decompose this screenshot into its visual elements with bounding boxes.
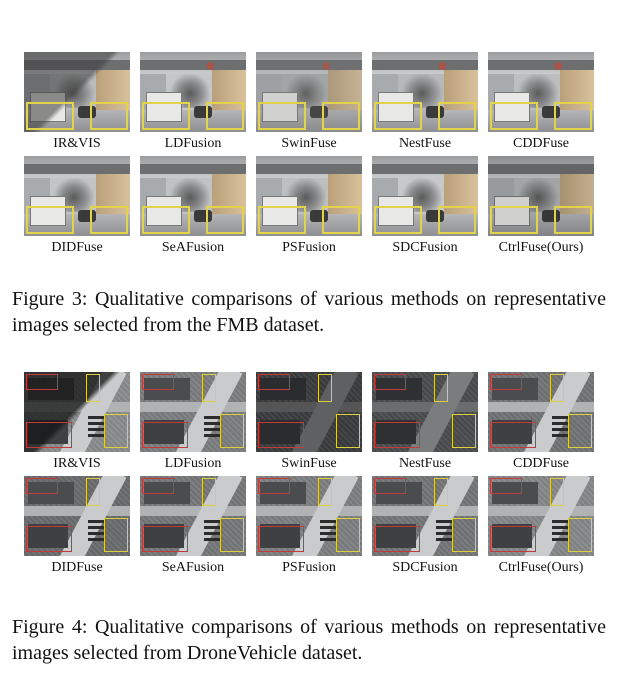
figure-4-row-1 [24,372,594,471]
figure-3-row-1 [24,52,594,151]
fig4-image-nestfuse [372,372,478,452]
fig4-label-nestfuse: NestFuse [398,456,452,471]
fig4-panel-nestfuse [372,372,478,471]
fig4-panel-psfusion [256,476,362,575]
fig3-label-irvis: IR&VIS [53,136,101,151]
figure-3-row-2 [24,156,594,255]
fig4-label-psfusion: PSFusion [282,560,336,575]
fig4-panel-seafusion [140,476,246,575]
fig3-label-nestfuse: NestFuse [398,136,452,151]
fig3-panel-sdcfusion [372,156,478,255]
fig3-label-swinfuse: SwinFuse [281,136,337,151]
fig4-image-swinfuse [256,372,362,452]
fig3-label-seafusion: SeAFusion [161,240,225,255]
fig3-image-irvis [24,52,130,132]
fig4-image-seafusion [140,476,246,556]
figure-4-row-2 [24,476,594,575]
fig3-image-didfuse [24,156,130,236]
fig3-image-ldfusion [140,52,246,132]
fig4-label-ldfusion: LDFusion [164,456,222,471]
fig3-image-seafusion [140,156,246,236]
fig4-panel-cddfuse [488,372,594,471]
fig4-label-irvis: IR&VIS [53,456,101,471]
fig4-label-sdcfusion: SDCFusion [392,560,458,575]
fig4-label-cddfuse: CDDFuse [512,456,569,471]
fig3-label-ldfusion: LDFusion [164,136,222,151]
fig4-panel-didfuse [24,476,130,575]
fig4-panel-ldfusion [140,372,246,471]
fig4-label-swinfuse: SwinFuse [281,456,337,471]
figure-3-caption: Figure 3: Qualitative comparisons of various methods on representative images selected from the FMB dataset. [12,288,606,336]
fig3-panel-swinfuse [256,52,362,151]
fig3-image-ctrlfuse [488,156,594,236]
fig3-label-cddfuse: CDDFuse [512,136,569,151]
fig4-label-ctrlfuse: CtrlFuse(Ours) [498,560,584,575]
figure-4-grid [24,372,594,575]
fig4-panel-irvis [24,372,130,471]
fig3-image-nestfuse [372,52,478,132]
fig4-image-irvis [24,372,130,452]
fig3-panel-didfuse [24,156,130,255]
fig3-panel-nestfuse [372,52,478,151]
fig4-image-didfuse [24,476,130,556]
fig3-panel-cddfuse [488,52,594,151]
fig4-image-cddfuse [488,372,594,452]
fig3-image-psfusion [256,156,362,236]
fig3-panel-ldfusion [140,52,246,151]
fig4-panel-sdcfusion [372,476,478,575]
fig3-image-swinfuse [256,52,362,132]
fig3-panel-psfusion [256,156,362,255]
fig3-panel-seafusion [140,156,246,255]
figure-4-caption: Figure 4: Qualitative comparisons of various methods on representative images selected from DroneVehicle dataset. [12,616,606,664]
fig3-label-psfusion: PSFusion [282,240,336,255]
fig4-panel-ctrlfuse [488,476,594,575]
fig3-panel-irvis [24,52,130,151]
fig3-image-cddfuse [488,52,594,132]
fig3-label-sdcfusion: SDCFusion [392,240,458,255]
fig4-image-psfusion [256,476,362,556]
fig3-panel-ctrlfuse [488,156,594,255]
figure-3-grid [24,52,594,255]
fig3-label-didfuse: DIDFuse [51,240,103,255]
fig4-image-sdcfusion [372,476,478,556]
fig4-image-ctrlfuse [488,476,594,556]
fig4-label-seafusion: SeAFusion [161,560,225,575]
fig4-image-ldfusion [140,372,246,452]
fig4-panel-swinfuse [256,372,362,471]
fig3-image-sdcfusion [372,156,478,236]
fig3-label-ctrlfuse: CtrlFuse(Ours) [498,240,584,255]
fig4-label-didfuse: DIDFuse [51,560,103,575]
